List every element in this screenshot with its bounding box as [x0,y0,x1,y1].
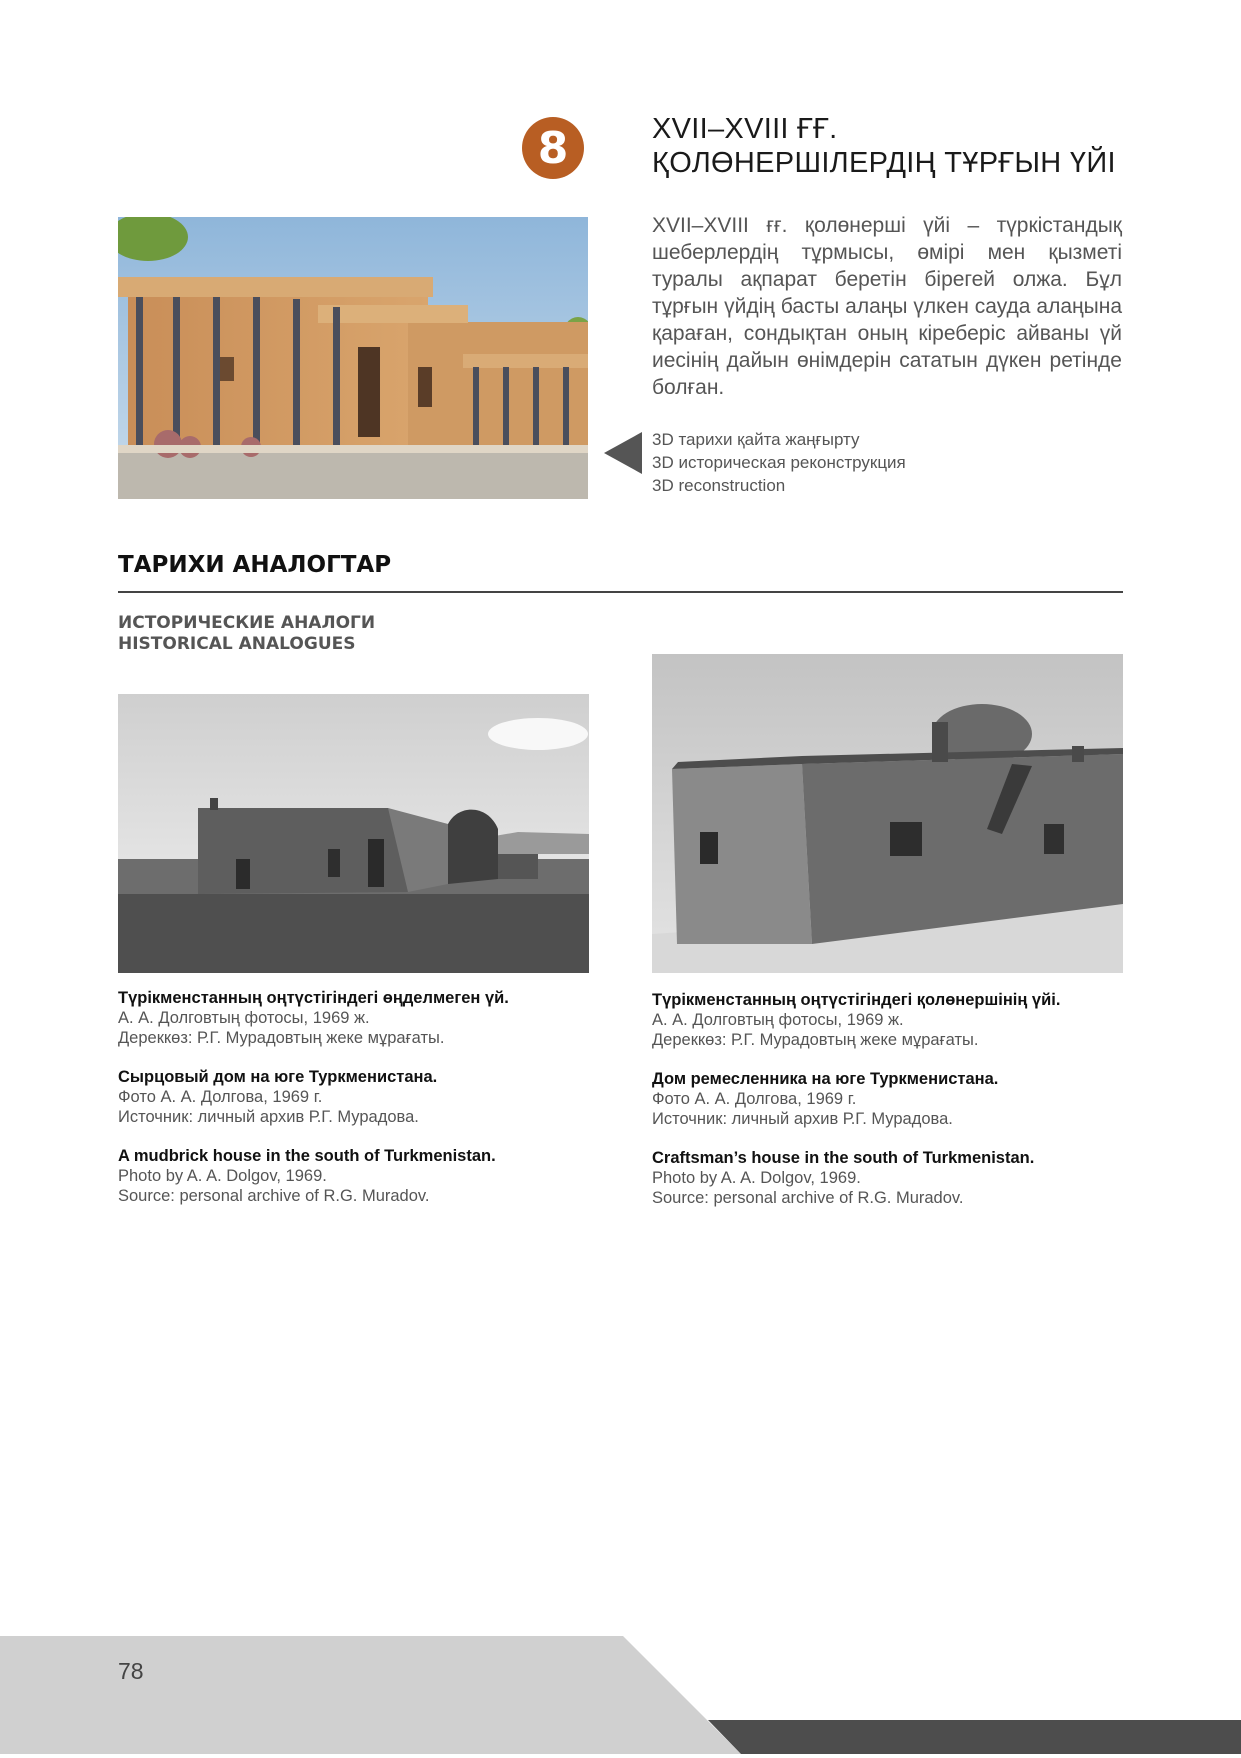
page-number: 78 [118,1658,144,1684]
reconstruction-label-en: 3D reconstruction [652,476,786,495]
page-title-line2: ҚОЛӨНЕРШІЛЕРДІҢ ТҰРҒЫН ҮЙІ [652,147,1116,179]
caption-left-kk [118,988,588,1048]
page-title-line1: XVII–XVIII ҒҒ. [652,113,838,145]
caption-left-en [118,1146,588,1206]
caption-title: Түрікменстанның оңтүстігіндегі қолөнершінің үйі. [652,991,1061,1009]
caption-right-ru [652,1069,1122,1129]
section-number-badge: 8 [522,117,584,179]
caption-title: Craftsman’s house in the south of Turkmenistan. [652,1149,1035,1167]
caption-line: А. А. Долговтың фотосы, 1969 ж. [118,1009,370,1027]
caption-right-kk [652,990,1122,1050]
section-subtitle [118,613,375,655]
caption-line: Источник: личный архив Р.Г. Мурадова. [118,1108,419,1126]
historical-photo-craftsman-house [652,654,1123,973]
historical-photo-mudbrick-house [118,694,589,973]
reconstruction-label-kk: 3D тарихи қайта жаңғырту [652,430,860,449]
page-title [652,112,1172,180]
section-subtitle-ru: ИСТОРИЧЕСКИЕ АНАЛОГИ [118,613,376,633]
caption-title: A mudbrick house in the south of Turkmenistan. [118,1147,496,1165]
section-title: ТАРИХИ АНАЛОГТАР [118,552,392,578]
caption-left-ru [118,1067,588,1127]
caption-right [652,990,1122,1227]
pointer-arrow-icon [604,432,642,474]
intro-paragraph: XVII–XVIII ғғ. қолөнерші үйі – түркістандық шеберлердің тұрмысы, өмірі мен қызметі туралы ақпарат беретін бірегей олжа. Бұл тұрғын үйдің басты алаңы үлкен сауда алаңына қараған, сондықтан оның кіреберіс айваны үй иесінің дайын өнімдерін сататын дүкен ретінде болған. [652,214,1122,399]
caption-line: Фото А. А. Долгова, 1969 г. [118,1088,323,1106]
caption-title: Түрікменстанның оңтүстігіндегі өңделмеген үй. [118,989,509,1007]
caption-line: Source: personal archive of R.G. Muradov. [652,1189,964,1207]
reconstruction-labels [652,428,1072,497]
caption-line: Photo by A. A. Dolgov, 1969. [652,1169,861,1187]
reconstruction-image [118,217,588,499]
caption-left [118,988,588,1225]
caption-title: Дом ремесленника на юге Туркменистана. [652,1070,999,1088]
footer-band [0,1636,1241,1754]
caption-line: Photo by A. A. Dolgov, 1969. [118,1167,327,1185]
caption-line: Источник: личный архив Р.Г. Мурадова. [652,1110,953,1128]
caption-line: А. А. Долговтың фотосы, 1969 ж. [652,1011,904,1029]
caption-line: Source: personal archive of R.G. Muradov. [118,1187,430,1205]
section-subtitle-en: HISTORICAL ANALOGUES [118,634,356,654]
caption-right-en [652,1148,1122,1208]
caption-line: Дереккөз: Р.Г. Мурадовтың жеке мұрағаты. [118,1029,445,1047]
section-divider [118,591,1123,593]
caption-line: Фото А. А. Долгова, 1969 г. [652,1090,857,1108]
caption-title: Сырцовый дом на юге Туркменистана. [118,1068,438,1086]
caption-line: Дереккөз: Р.Г. Мурадовтың жеке мұрағаты. [652,1031,979,1049]
reconstruction-label-ru: 3D историческая реконструкция [652,453,906,472]
